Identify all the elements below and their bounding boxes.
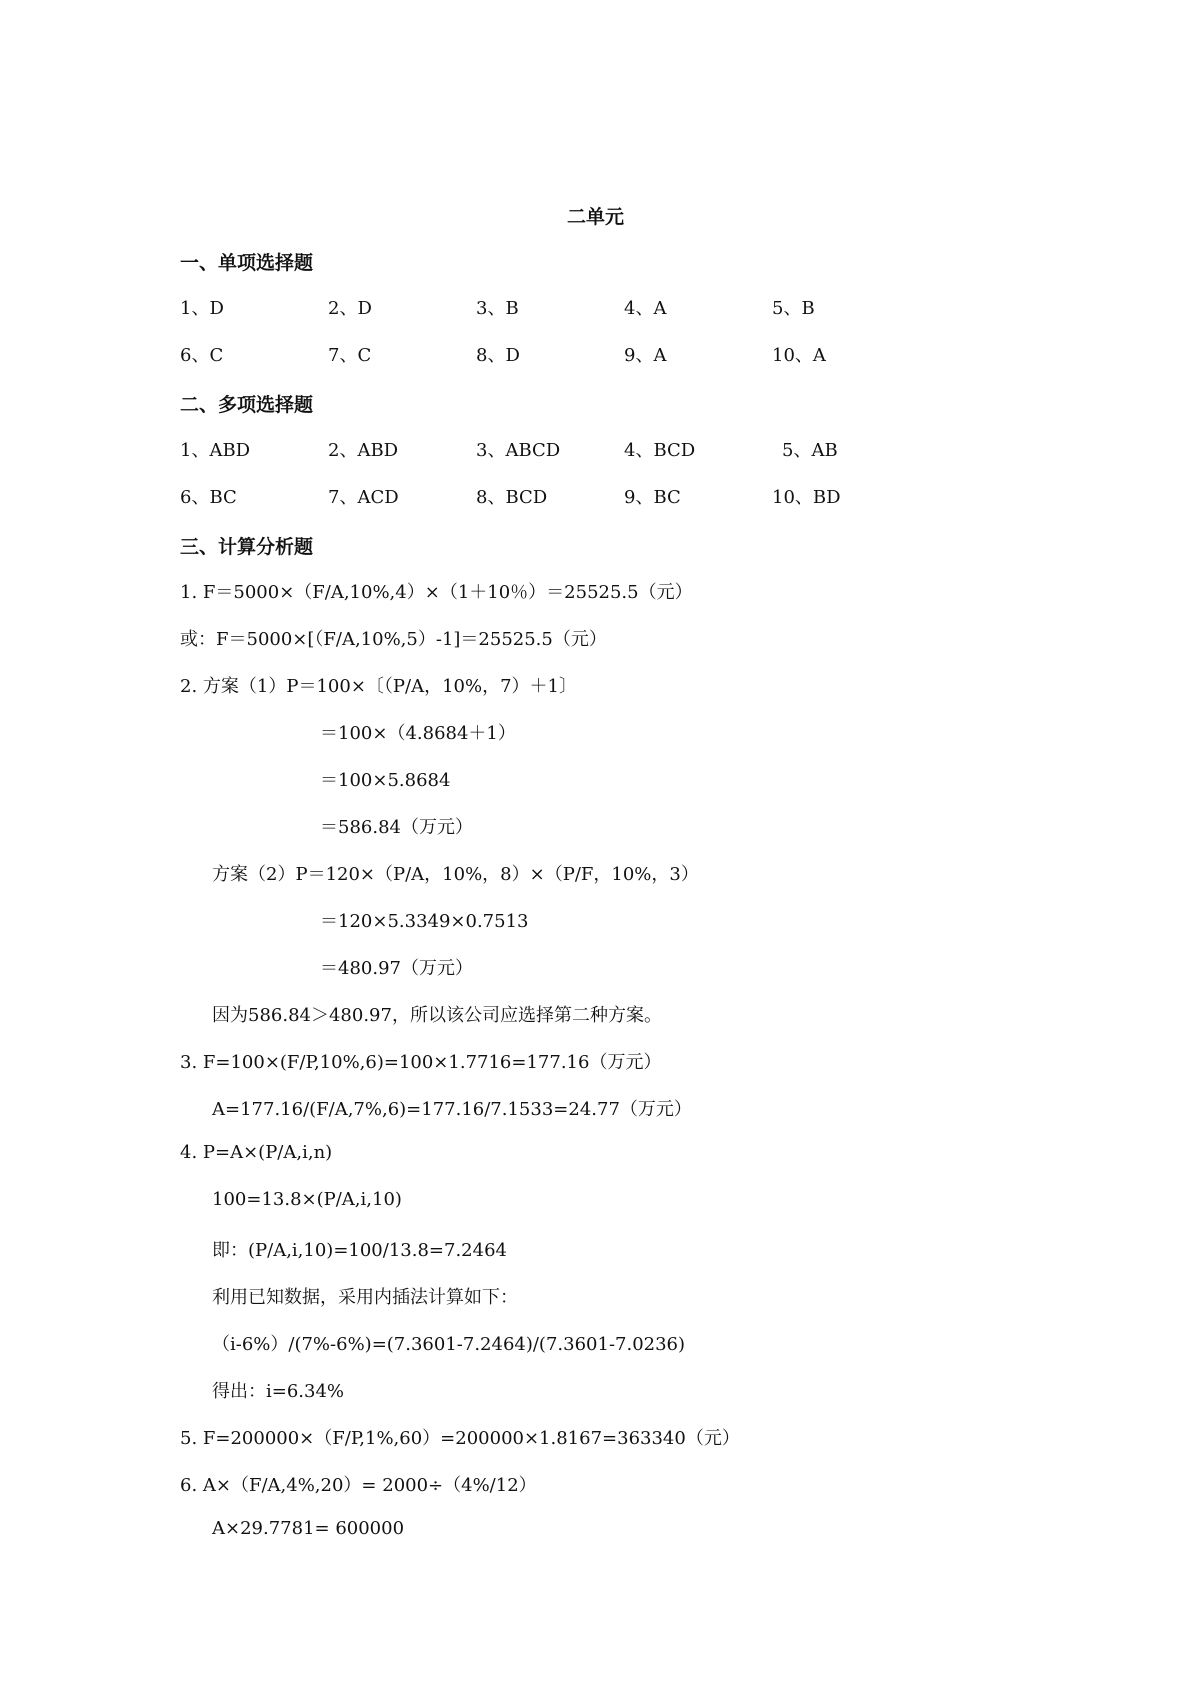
- calc-line: ＝480.97（万元）: [320, 958, 473, 979]
- calc-line: 5. F=200000×（F/P,1%,60）=200000×1.8167=363340（元）: [180, 1428, 740, 1449]
- answer-row: [180, 294, 1080, 320]
- answer-item: 7、C: [328, 345, 372, 366]
- answer-item: 5、B: [772, 298, 815, 319]
- answer-item: 6、C: [180, 345, 224, 366]
- answer-item: 9、BC: [624, 487, 681, 508]
- answer-row: [180, 483, 1080, 509]
- calc-line: 利用已知数据，采用内插法计算如下：: [212, 1287, 518, 1308]
- section-heading-single-choice: 一、单项选择题: [180, 252, 314, 274]
- answer-item: 5、AB: [782, 440, 838, 461]
- answer-item: 1、D: [180, 298, 224, 319]
- calc-line: 100=13.8×(P/A,i,10): [212, 1189, 402, 1210]
- calc-line: 1. F＝5000×（F/A,10%,4）×（1＋10％）＝25525.5（元）: [180, 582, 693, 603]
- answer-item: 8、BCD: [476, 487, 548, 508]
- page-title: 二单元: [566, 206, 624, 228]
- answer-row: [180, 436, 1080, 462]
- calc-line: A×29.7781= 600000: [212, 1518, 405, 1539]
- calc-line: ＝100×（4.8684＋1）: [320, 723, 516, 744]
- answer-item: 10、BD: [772, 487, 841, 508]
- calc-line: ＝586.84（万元）: [320, 817, 473, 838]
- answer-item: 7、ACD: [328, 487, 399, 508]
- answer-item: 2、ABD: [328, 440, 399, 461]
- calc-line: 即：(P/A,i,10)=100/13.8=7.2464: [212, 1240, 507, 1261]
- calc-line: 或：F＝5000×[（F/A,10%,5）-1]＝25525.5（元）: [180, 629, 607, 650]
- answer-item: 2、D: [328, 298, 372, 319]
- calc-line: 方案（2）P＝120×（P/A，10%，8）×（P/F，10%，3）: [212, 864, 699, 885]
- calc-line: ＝100×5.8684: [320, 770, 451, 791]
- calc-line: 4. P=A×(P/A,i,n): [180, 1142, 333, 1163]
- calc-line: A=177.16/(F/A,7%,6)=177.16/7.1533=24.77（万元）: [212, 1099, 692, 1120]
- answer-item: 1、ABD: [180, 440, 251, 461]
- calc-line: 6. A×（F/A,4%,20）= 2000÷（4%/12）: [180, 1475, 537, 1496]
- calc-line: 2. 方案（1）P＝100×〔（P/A，10%，7）＋1〕: [180, 676, 577, 697]
- calc-line: 3. F=100×(F/P,10%,6)=100×1.7716=177.16（万元）: [180, 1052, 662, 1073]
- answer-item: 6、BC: [180, 487, 237, 508]
- calc-line: ＝120×5.3349×0.7513: [320, 911, 529, 932]
- calc-line: 得出：i=6.34%: [212, 1381, 345, 1402]
- answer-item: 8、D: [476, 345, 520, 366]
- calc-line: （i-6%）/(7%-6%)=(7.3601-7.2464)/(7.3601-7.0236): [212, 1334, 686, 1355]
- section-heading-calculation: 三、计算分析题: [180, 536, 314, 558]
- answer-item: 9、A: [624, 345, 667, 366]
- answer-item: 10、A: [772, 345, 826, 366]
- answer-row: [180, 341, 1080, 367]
- answer-item: 4、BCD: [624, 440, 696, 461]
- calc-line: 因为586.84＞480.97，所以该公司应选择第二种方案。: [212, 1005, 662, 1026]
- answer-item: 4、A: [624, 298, 667, 319]
- section-heading-multiple-choice: 二、多项选择题: [180, 394, 314, 416]
- answer-item: 3、B: [476, 298, 519, 319]
- answer-item: 3、ABCD: [476, 440, 561, 461]
